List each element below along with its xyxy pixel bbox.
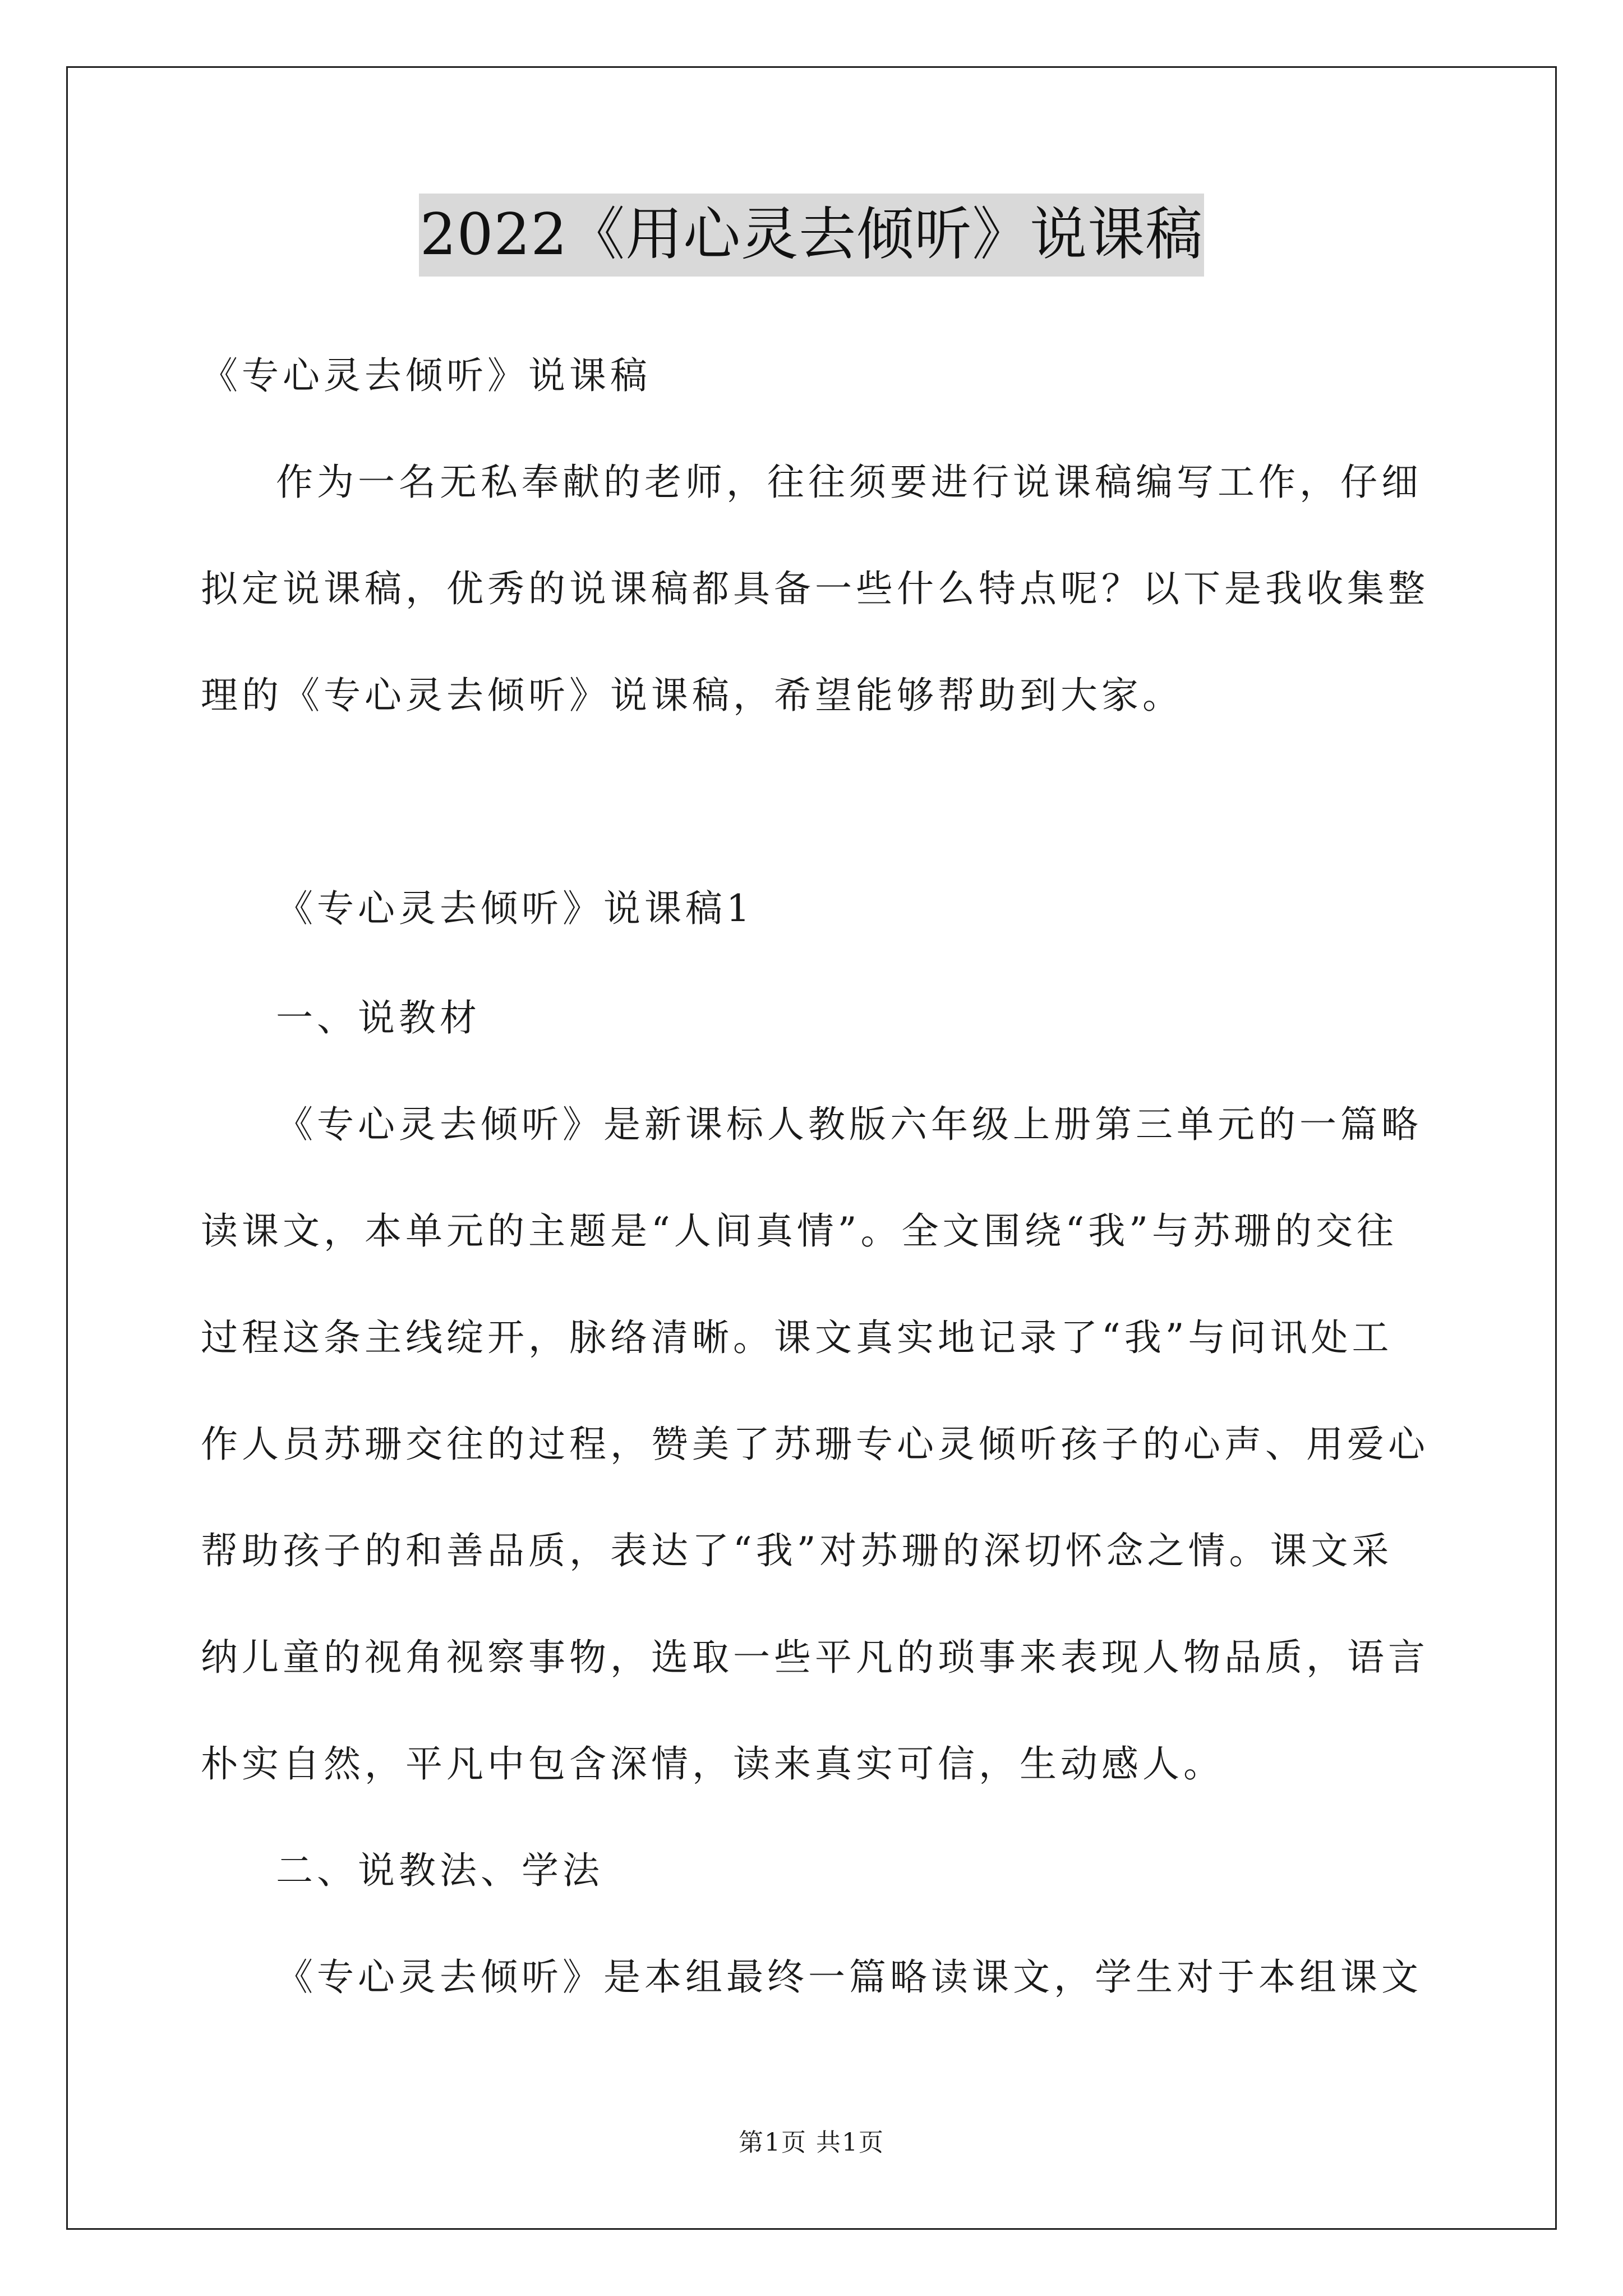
- paragraph-line: 过程这条主线绽开，脉络清晰。课文真实地记录了“我”与问讯处工: [201, 1316, 1393, 1359]
- paragraph-line: 作人员苏珊交往的过程，赞美了苏珊专心灵倾听孩子的心声、用爱心: [201, 1423, 1429, 1466]
- page-footer: 第1页 共1页: [739, 2128, 884, 2157]
- section-heading: 一、说教材: [276, 996, 481, 1039]
- paragraph-line: 《专心灵去倾听》是本组最终一篇略读课文，学生对于本组课文: [276, 1955, 1422, 1999]
- intro-line: 理的《专心灵去倾听》说课稿，希望能够帮助到大家。: [201, 674, 1183, 717]
- paragraph-line: 纳儿童的视角视察事物，选取一些平凡的琐事来表现人物品质，语言: [201, 1636, 1429, 1679]
- paragraph-line: 读课文，本单元的主题是“人间真情”。全文围绕“我”与苏珊的交往: [201, 1209, 1398, 1253]
- intro-line: 拟定说课稿，优秀的说课稿都具备一些什么特点呢？以下是我收集整: [201, 567, 1429, 610]
- title-container: [0, 194, 1623, 277]
- section-title: 《专心灵去倾听》说课稿1: [276, 887, 754, 930]
- document-title: 2022《用心灵去倾听》说课稿: [419, 194, 1205, 277]
- paragraph-line: 《专心灵去倾听》是新课标人教版六年级上册第三单元的一篇略: [276, 1103, 1422, 1146]
- paragraph-line: 帮助孩子的和善品质，表达了“我”对苏珊的深切怀念之情。课文采: [201, 1529, 1393, 1572]
- section-heading: 二、说教法、学法: [276, 1849, 603, 1892]
- intro-line: 作为一名无私奉献的老师，往往须要进行说课稿编写工作，仔细: [276, 461, 1422, 504]
- paragraph-line: 朴实自然，平凡中包含深情，读来真实可信，生动感人。: [201, 1742, 1224, 1786]
- document-subtitle: 《专心灵去倾听》说课稿: [201, 354, 651, 397]
